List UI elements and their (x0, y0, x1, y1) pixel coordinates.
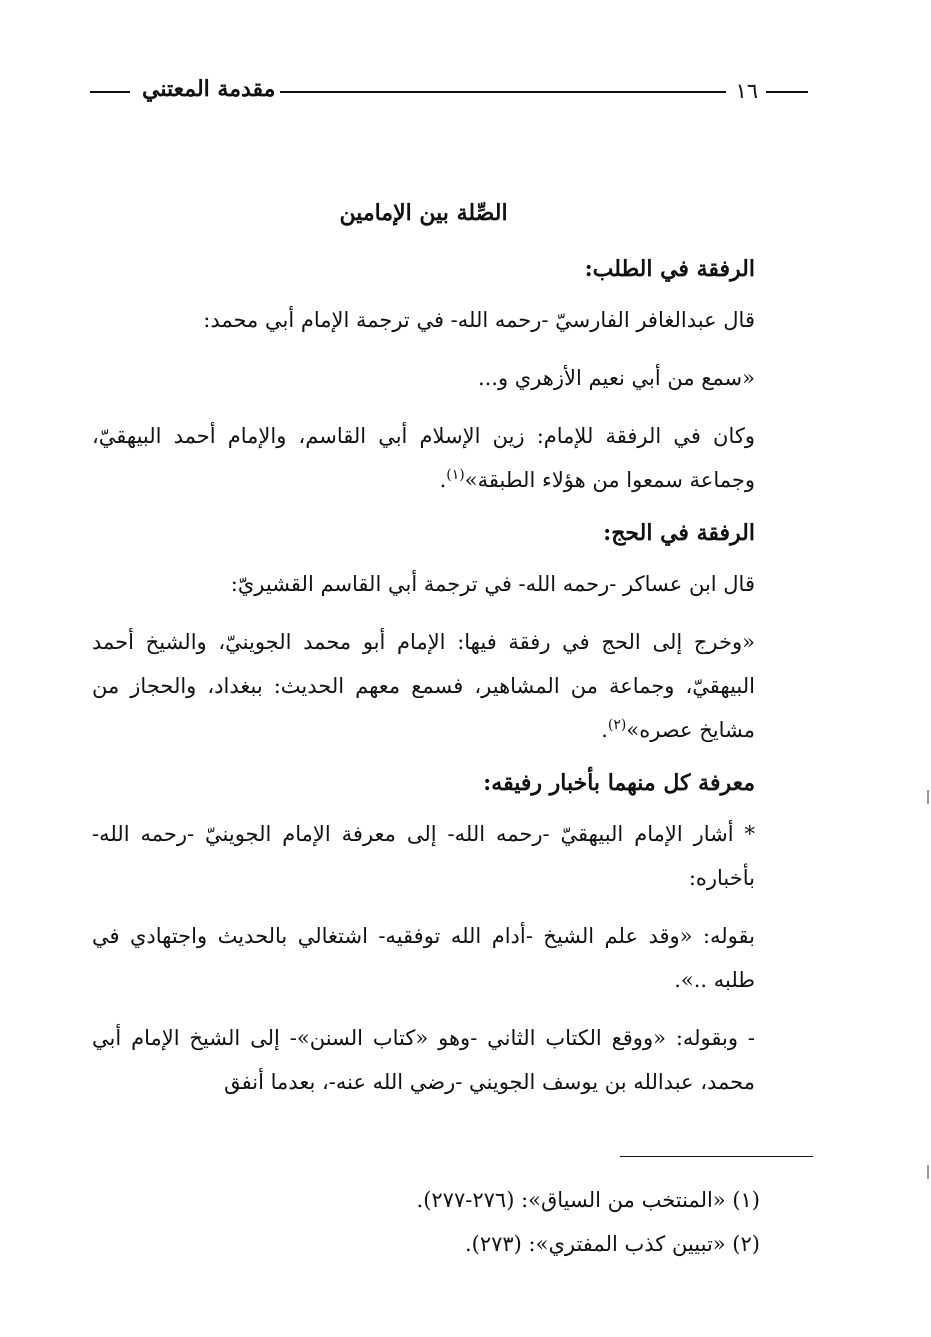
scan-edge-mark (927, 790, 929, 804)
section-title-study: الرفقة في الطلب: (584, 256, 755, 282)
paragraph-text: وكان في الرفقة للإمام: زين الإسلام أبي القاسم، والإمام أحمد البيهقيّ، وجماعة سمعوا من هؤلاء الطبقة» (92, 424, 755, 492)
running-title: مقدمة المعتني (142, 76, 276, 102)
paragraph: * أشار الإمام البيهقيّ -رحمه الله- إلى معرفة الإمام الجوينيّ -رحمه الله- بأخباره: (92, 822, 755, 890)
section-title-knowledge: معرفة كل منهما بأخبار رفيقه: (483, 770, 755, 796)
header-rule-middle (280, 91, 726, 93)
paragraph-text: «وخرج إلى الحج في رفقة فيها: الإمام أبو محمد الجوينيّ، والشيخ أحمد البيهقيّ، وجماعة من المشاهير، فسمع معهم الحديث: ببغداد، والحجاز من مشايخ عصره» (92, 630, 755, 742)
paragraph: قال ابن عساكر -رحمه الله- في ترجمة أبي القاسم القشيريّ: (230, 572, 755, 596)
paragraph-end: . (439, 468, 447, 492)
page-body (92, 190, 755, 1118)
footnote-2: (٢) «تبيين كذب المفتري»: (٢٧٣). (464, 1232, 760, 1256)
footnote-separator (620, 1156, 813, 1157)
paragraph: - وبقوله: «ووقع الكتاب الثاني -وهو «كتاب السنن»- إلى الشيخ الإمام أبي محمد، عبدالله بن يوسف الجويني -رضي الله عنه-، بعدما أنفق (92, 1026, 755, 1094)
page-header (90, 72, 808, 112)
paragraph: «سمع من أبي نعيم الأزهري و... (477, 366, 755, 390)
scan-edge-mark (927, 1165, 929, 1179)
page-number: ١٦ (735, 79, 758, 103)
paragraph-end: . (601, 718, 608, 742)
footnote-1: (١) «المنتخب من السياق»: (٢٧٦-٢٧٧). (416, 1188, 760, 1212)
footnotes (300, 1178, 760, 1266)
header-rule-left (90, 91, 130, 93)
paragraph: بقوله: «وقد علم الشيخ -أدام الله توفقيه- اشتغالي بالحديث واجتهادي في طلبه ..». (92, 924, 755, 992)
section-title-hajj: الرفقة في الحج: (603, 520, 755, 546)
header-rule-right (766, 91, 808, 93)
paragraph: قال عبدالغافر الفارسيّ -رحمه الله- في ترجمة الإمام أبي محمد: (203, 308, 755, 332)
paragraph (92, 414, 755, 502)
chapter-title: الصِّلة بين الإمامين (339, 200, 508, 226)
paragraph (92, 620, 755, 752)
footnote-ref-2[interactable]: (٢) (607, 717, 627, 733)
footnote-ref-1[interactable]: (١) (446, 467, 465, 483)
